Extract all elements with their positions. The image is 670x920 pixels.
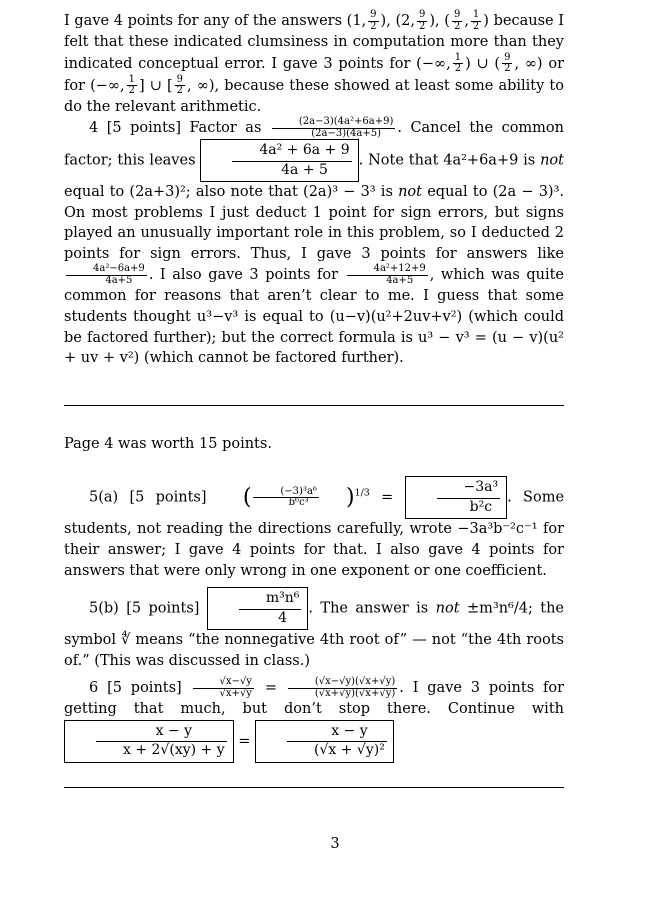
- paragraph-grading-intervals: I gave 4 points for any of the answers (1, $\frac{9}{2}$ ), (2, $\frac{9}{2}$ ), ( $\frac{9}{2}$ , $\frac{1}{2}$ ) because I felt that these indicated clumsiness in computation more than they indicated conceptual error. I gave 3 points for (−∞, $\frac{1}{2}$ ) ∪ ( $\frac{9}{2}$ , ∞) or for (−∞, $\frac{1}{2}$ ] ∪ [ $\frac{9}{2}$ , ∞), because these showed at least some ability to do the relevant arithmetic.: [64, 9, 564, 115]
- fraction-9-2: $\frac{9}{2}$: [370, 9, 377, 32]
- answer-box-5a: $\frac{\text{−3a³}}{\text{b²c}}$: [405, 476, 508, 519]
- document-page: [64, 10, 564, 816]
- answer-box-6a: $\frac{x - y}{x + 2√(xy) + y}$: [64, 720, 234, 763]
- page-4-worth: Page 4 was worth 15 points.: [64, 435, 272, 452]
- paragraph-problem-4: 4 [5 points] Factor as $\frac{\text{(2a−3)(4a²+6a+9)}}{(2a-3)(4a+5)}$ . Cancel the common factor; this leaves $\frac{\text{4a² + 6a + 9}}{4a + 5}$ . Note that 4a²+6a+9 is not equal to (2a+3)²; also note that (2a)³ − 3³ is not equal to (2a − 3)³. On most problems I just deduct 1 point for sign errors, but signs played an unusually important role in this problem, so I deducted 2 points for sign errors. Thus, I gave 3 points for answers like $\frac{\text{4a²−6a+9}}{4a+5}$ . I also gave 3 points for $\frac{\text{4a²+12+9}}{4a+5}$ , which was quite common for reasons that aren’t clear to me. I guess that some students thought u³−v³ is equal to (u−v)(u²+2uv+v²) (which could be factored further); but the correct formula is u³ − v³ = (u − v)(u² + uv + v²) (which cannot be factored further).: [64, 116, 565, 367]
- fraction-9-2: $\frac{9}{2}$: [176, 73, 184, 97]
- fraction-1-2: $\frac{1}{2}$: [472, 9, 480, 32]
- page-number: 3: [330, 836, 340, 852]
- bottom-divider: [64, 787, 564, 788]
- fraction-factored: $\frac{\text{(2a−3)(4a²+6a+9)}}{(2a-3)(4a+5)}$: [272, 117, 395, 139]
- fraction-9-2: $\frac{9}{2}$: [453, 9, 461, 32]
- fraction-5a: $\frac{\text{(−3)³a⁶}}{\text{b⁶c³}}$: [253, 487, 319, 509]
- answer-box-5b: $\frac{\text{m³n⁶}}{4}$: [207, 587, 309, 630]
- fraction-1-2: $\frac{1}{2}$: [128, 73, 135, 97]
- fraction-6a: $\frac{√x-√y}{√x+√y}$: [193, 677, 254, 699]
- fraction-9-2: $\frac{9}{2}$: [418, 9, 426, 32]
- section-divider: [64, 405, 564, 406]
- paragraph-problem-5a: 5(a) [5 points] ( $\frac{\text{(−3)³a⁶}}{\text{b⁶c³}}$ )$^{1/3}$ = $\frac{\text{−3a³}}{\text{b²c}}$ . Some students, not reading the directions carefully, wrote −3a³b⁻²c⁻¹ for their answer; I gave 4 points for that. I also gave 4 points for answers that were only wrong in one exponent or one coefficient.: [64, 476, 564, 581]
- fraction-common-error: $\frac{\text{4a²+12+9}}{4a+5}$: [347, 264, 428, 286]
- fraction-9-2: $\frac{9}{2}$: [504, 51, 511, 75]
- answer-box-4: $\frac{\text{4a² + 6a + 9}}{4a + 5}$: [200, 139, 358, 182]
- fraction-wrong-sign: $\frac{\text{4a²−6a+9}}{4a+5}$: [66, 264, 147, 286]
- answer-box-6b: $\frac{x - y}{\text{(√x + √y)²}}$: [255, 720, 394, 763]
- fraction-1-2: $\frac{1}{2}$: [454, 51, 462, 75]
- fraction-6b: $\frac{(√x-√y)(√x+√y)}{(√x+√y)(√x+√y)}$: [288, 677, 397, 699]
- paragraph-problem-5b: 5(b) [5 points] $\frac{\text{m³n⁶}}{4}$ . The answer is not ±m³n⁶/4; the symbol ∜ means “the nonnegative 4th root of” — not “the 4th roots of.” (This was discussed in class.): [64, 587, 564, 671]
- paragraph-problem-6: 6 [5 points] $\frac{√x-√y}{√x+√y}$ = $\frac{(√x-√y)(√x+√y)}{(√x+√y)(√x+√y)}$ . I gave 3 points for getting that much, but don’t stop there. Continue with $\frac{x - y}{x + 2√(xy) + y}$ = $\frac{x - y}{\text{(√x + √y)²}}$: [64, 677, 564, 763]
